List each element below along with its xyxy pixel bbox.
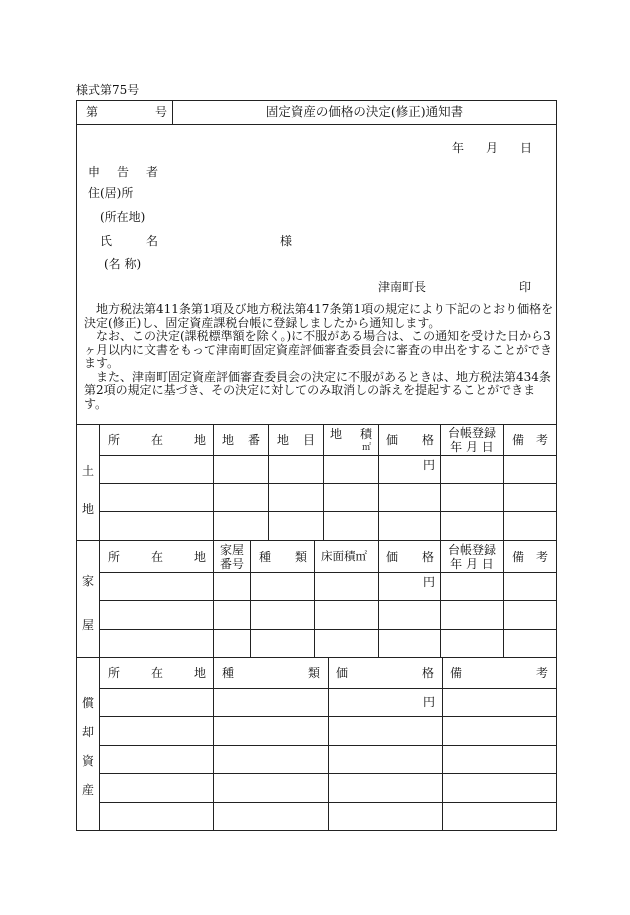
header-land-category: 地 目	[277, 433, 315, 447]
section-label-depreciable: 産	[81, 783, 94, 797]
honorific-sama: 様	[280, 234, 293, 248]
paragraph-lawsuit: また、津南町固定資産評価審査委員会の決定に不服があるときは、地方税法第434条第2項の規定に基づき、その決定に対してのみ取消しの訴えを提起することができます。	[84, 369, 551, 411]
divider	[99, 572, 557, 573]
header-area-unit: ㎡	[362, 443, 372, 453]
divider	[213, 657, 214, 831]
divider	[99, 511, 557, 512]
divider	[99, 657, 100, 831]
date-month: 月	[486, 141, 499, 155]
divider	[213, 424, 214, 540]
divider	[99, 540, 100, 657]
yen-unit: 円	[423, 458, 436, 472]
header-price: 価 格	[336, 666, 434, 680]
divider	[76, 424, 557, 425]
divider	[99, 455, 557, 456]
header-registration-date: 台帳登録 年 月 日	[447, 426, 496, 454]
label-location: (所在地)	[100, 210, 146, 224]
header-price: 価 格	[386, 550, 434, 564]
header-remarks: 備 考	[512, 550, 548, 564]
divider	[378, 540, 379, 657]
form-number: 様式第75号	[76, 83, 140, 97]
header-type: 種 類	[259, 550, 307, 564]
header-type: 種 類	[222, 666, 320, 680]
header-floor-area: 床面積㎡	[321, 549, 367, 563]
notice-body	[84, 303, 556, 411]
number-prefix: 第	[86, 105, 99, 119]
label-address: 住(居)所	[88, 186, 134, 200]
divider	[442, 657, 443, 831]
divider	[99, 483, 557, 484]
issuer-name: 津南町長	[378, 280, 427, 294]
header-registration-date: 台帳登録 年 月 日	[447, 543, 496, 571]
divider	[99, 629, 557, 630]
issuer-seal: 印	[519, 280, 532, 294]
notice-form	[76, 100, 557, 831]
header-price: 価 格	[386, 433, 434, 447]
divider	[323, 424, 324, 540]
header-remarks: 備 考	[512, 433, 548, 447]
section-label-land: 地	[81, 502, 94, 516]
header-lot-number: 地 番	[222, 433, 260, 447]
divider	[250, 540, 251, 657]
yen-unit: 円	[423, 575, 436, 589]
label-declarant: 申 告 者	[88, 165, 158, 179]
divider	[99, 600, 557, 601]
yen-unit: 円	[423, 695, 436, 709]
header-remarks: 備 考	[450, 666, 548, 680]
header-location: 所 在 地	[108, 666, 206, 680]
header-area: 地 積	[330, 427, 372, 441]
divider	[99, 424, 100, 540]
date-year: 年	[452, 141, 465, 155]
section-label-depreciable: 資	[81, 754, 94, 768]
divider	[503, 424, 504, 540]
divider	[328, 657, 329, 831]
paragraph-legal-basis: 地方税法第411条第1項及び地方税法第417条第1項の規定により下記のとおり価格を決定(修正)し、固定資産課税台帳に登録しましたから通知します。	[84, 302, 554, 330]
divider	[268, 424, 269, 540]
section-label-house: 屋	[81, 618, 94, 632]
section-label-house: 家	[81, 574, 94, 588]
header-house-number: 家屋 番号	[219, 543, 244, 571]
divider	[76, 540, 557, 541]
paragraph-appeal: なお、この決定(課税標準額を除く。)に不服がある場合は、この通知を受けた日から3ヶ月以内に文書をもって津南町固定資産評価審査委員会に審査の申出をすることができます。	[84, 329, 553, 370]
divider	[378, 424, 379, 540]
section-label-depreciable: 償	[81, 696, 94, 710]
header-location: 所 在 地	[108, 433, 206, 447]
section-label-depreciable: 却	[81, 725, 94, 739]
label-name: 氏 名	[100, 234, 158, 248]
divider	[76, 124, 557, 125]
label-corporate-name: (名 称)	[104, 257, 142, 271]
divider	[503, 540, 504, 657]
divider	[76, 657, 557, 658]
divider	[314, 540, 315, 657]
date-day: 日	[520, 141, 533, 155]
document-title: 固定資産の価格の決定(修正)通知書	[265, 104, 464, 119]
header-location: 所 在 地	[108, 550, 206, 564]
section-label-land: 土	[81, 464, 94, 478]
number-suffix: 号	[155, 105, 168, 119]
